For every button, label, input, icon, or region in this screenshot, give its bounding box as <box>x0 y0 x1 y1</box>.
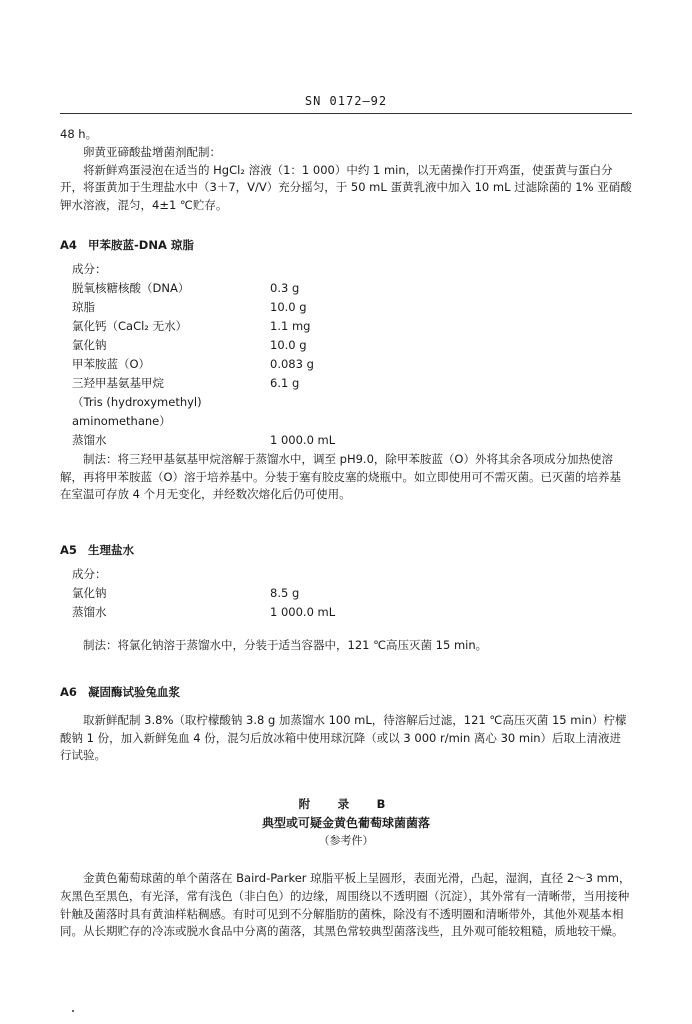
intro-subhead: 卵黄亚碲酸盐增菌剂配制： <box>83 144 221 159</box>
ingredient-amount: 1.1 mg <box>270 319 311 334</box>
header-rule <box>60 113 632 114</box>
ingredient-row <box>60 585 632 604</box>
intro-paragraph: 将新鲜鸡蛋浸泡在适当的 HgCl₂ 溶液（1：1 000）中约 1 min，以无菌操作打开鸡蛋，使蛋黄与蛋白分开，将蛋黄加于生理盐水中（3＋7，V/V）充分摇匀，于 50 mL 蛋黄乳液中加入 10 mL 过滤除菌的 1% 亚硝酸钾水溶液，混匀，4±1 ℃贮存。 <box>60 162 632 213</box>
a4-method: 制法：将三羟甲基氨基甲烷溶解于蒸馏水中，调至 pH9.0，除甲苯胺蓝（O）外将其余各项成分加热使溶解，再将甲苯胺蓝（O）溶于培养基中。分装于塞有胶皮塞的烧瓶中。如立即使用可不需灭菌。已灭菌的培养基在室温可存放 4 个月无变化，并经数次熔化后仍可使用。 <box>60 451 622 502</box>
section-a5-heading <box>60 542 632 560</box>
ingredient-name: 脱氧核糖核酸（DNA） <box>72 281 190 296</box>
appendix-b-body <box>60 870 632 941</box>
ingredient-name: 三羟甲基氨基甲烷 <box>72 376 164 391</box>
section-a5-title: 生理盐水 <box>88 543 134 557</box>
appendix-b-header <box>60 796 632 849</box>
ingredient-amount: 1 000.0 mL <box>270 605 336 620</box>
section-a6 <box>60 684 632 765</box>
section-a4-title: 甲苯胺蓝-DNA 琼脂 <box>88 238 194 252</box>
scan-speck <box>72 1010 74 1012</box>
ingredient-row <box>60 337 632 356</box>
ingredient-name: 蒸馏水 <box>72 605 107 620</box>
ingredient-amount: 6.1 g <box>270 376 300 391</box>
ingredient-row <box>60 604 632 623</box>
a6-paragraph: 取新鲜配制 3.8%（取柠檬酸钠 3.8 g 加蒸馏水 100 mL，待溶解后过滤，121 ℃高压灭菌 15 min）柠檬酸钠 1 份，加入新鲜兔血 4 份，混匀后放冰箱中使用球沉降（或以 3 000 r/min 离心 30 min）后取上清液进行试验。 <box>60 712 627 763</box>
ingredient-name: 氯化钠 <box>72 586 107 601</box>
ingredient-row <box>60 413 632 432</box>
appendix-b-subtitle: （参考件） <box>318 834 374 848</box>
appendix-b-title: 典型或可疑金黄色葡萄球菌菌落 <box>261 815 430 830</box>
ingredient-name: 氯化钠 <box>72 338 107 353</box>
ingredient-amount: 10.0 g <box>270 300 307 315</box>
a5-method: 制法：将氯化钠溶于蒸馏水中，分装于适当容器中，121 ℃高压灭菌 15 min。 <box>83 637 488 652</box>
a4-ingredient-table <box>60 280 632 451</box>
section-a4-heading <box>60 237 632 255</box>
ingredient-row <box>60 394 632 413</box>
appendix-b-label: 附 录 B <box>298 797 394 811</box>
ingredient-amount: 0.3 g <box>270 281 300 296</box>
section-a4 <box>60 237 632 504</box>
ingredient-amount: 8.5 g <box>270 586 300 601</box>
ingredient-name: aminomethane） <box>72 414 171 429</box>
ingredient-name: 琼脂 <box>72 300 95 315</box>
ingredient-row <box>60 375 632 394</box>
ingredient-amount: 0.083 g <box>270 357 314 372</box>
ingredient-name: 氯化钙（CaCl₂ 无水） <box>72 319 188 334</box>
section-a4-number: A4 <box>60 238 77 252</box>
section-a6-title: 凝固酶试验兔血浆 <box>88 685 180 699</box>
ingredient-row <box>60 318 632 337</box>
intro-line: 48 h。 <box>60 127 98 141</box>
ingredient-row <box>60 280 632 299</box>
section-a6-heading <box>60 684 632 702</box>
appendix-b-paragraph: 金黄色葡萄球菌的单个菌落在 Baird-Parker 琼脂平板上呈圆形，表面光滑，凸起，湿润，直径 2～3 mm，灰黑色至黑色，有光泽，常有浅色（非白色）的边缘，周围绕以不透明圈（沉淀），其外常有一清晰带，当用接种针触及菌落时具有黄油样粘稠感。有时可见到不分解脂肪的菌株，除没有不透明圈和清晰带外，其他外观基本相同。从长期贮存的冷冻或脱水食品中分离的菌落，其黑色常较典型菌落浅些，且外观可能较粗糙，质地较干燥。 <box>60 871 631 939</box>
section-a5 <box>60 542 632 655</box>
ingredient-amount: 1 000.0 mL <box>270 433 336 448</box>
ingredient-row <box>60 356 632 375</box>
ingredient-row <box>60 299 632 318</box>
a5-ingredient-table <box>60 585 632 623</box>
ingredient-name: 甲苯胺蓝（O） <box>72 357 151 372</box>
ingredient-name: （Tris (hydroxymethyl) <box>72 395 202 410</box>
a4-ingredients-label: 成分： <box>72 261 107 276</box>
section-a5-number: A5 <box>60 543 77 557</box>
standard-code-header: SN 0172—92 <box>304 94 388 108</box>
ingredient-name: 蒸馏水 <box>72 433 107 448</box>
ingredient-amount: 10.0 g <box>270 338 307 353</box>
a5-ingredients-label: 成分： <box>72 566 107 581</box>
section-a6-number: A6 <box>60 685 77 699</box>
ingredient-row <box>60 432 632 451</box>
intro-section <box>60 126 632 215</box>
